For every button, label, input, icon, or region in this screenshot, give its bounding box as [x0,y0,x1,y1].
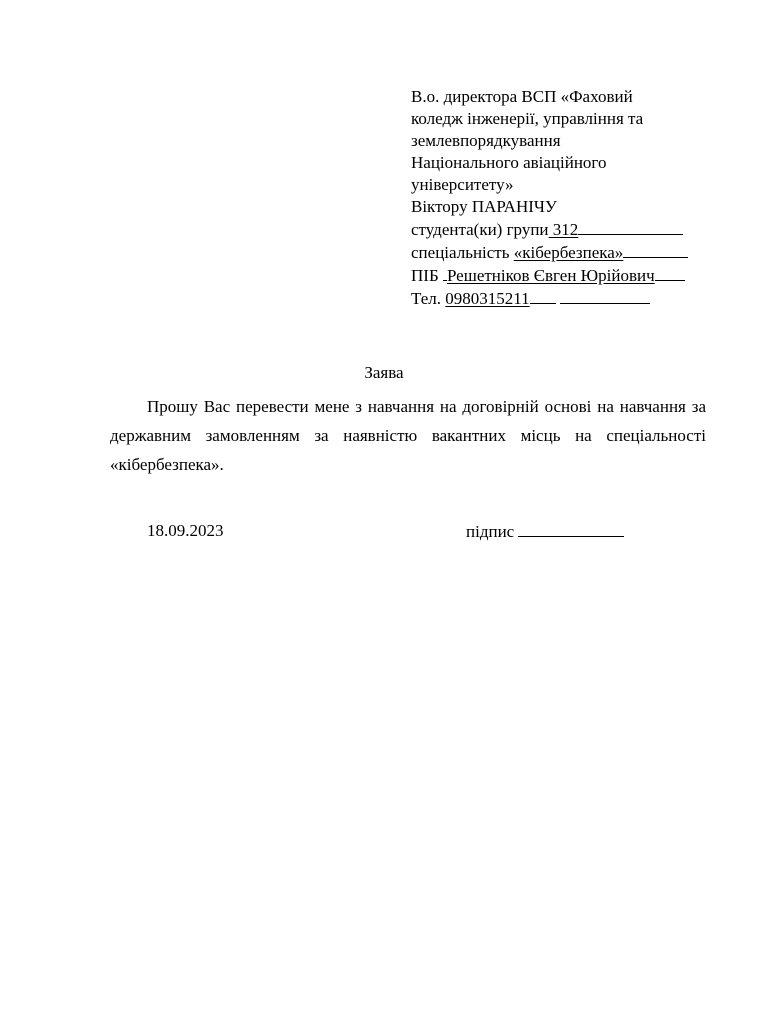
signature-line [466,520,624,543]
name-label: ПІБ [411,266,439,285]
document-title: Заява [364,363,404,382]
phone-line [411,287,711,310]
group-line [411,218,711,241]
body-paragraph: Прошу Вас перевести мене з навчання на договірній основі на навчання за державним замовленням за наявністю вакантних місць на спеціальності «кібербезпека». [110,397,706,474]
name-line [411,264,711,287]
addressee-line-4: Національного авіаційного [411,153,607,172]
specialty-blank [623,241,688,258]
group-blank [578,218,683,235]
specialty-value: «кібербезпека» [513,243,624,262]
addressee-line-1: В.о. директора ВСП «Фаховий [411,87,633,106]
specialty-line [411,241,711,264]
addressee-block [411,86,711,310]
name-value: Решетніков Євген Юрійович [446,266,655,285]
addressee-line-3: землевпорядкування [411,131,561,150]
phone-label: Тел. [411,289,442,308]
addressee-line-6: Віктору ПАРАНІЧУ [411,197,557,216]
specialty-label: спеціальність [411,243,510,262]
addressee-line-5: університету» [411,175,514,194]
document-date: 18.09.2023 [147,521,224,540]
phone-value: 0980315211 [445,289,530,308]
addressee-line-2: коледж інженерії, управління та [411,109,644,128]
phone-blank-extra [560,287,650,304]
signature-blank [518,520,624,537]
document-body [110,392,706,479]
name-blank [655,264,685,281]
phone-blank [530,287,556,304]
signature-label: підпис [466,522,515,541]
group-value: 312 [548,220,579,239]
group-label: студента(ки) групи [411,220,549,239]
